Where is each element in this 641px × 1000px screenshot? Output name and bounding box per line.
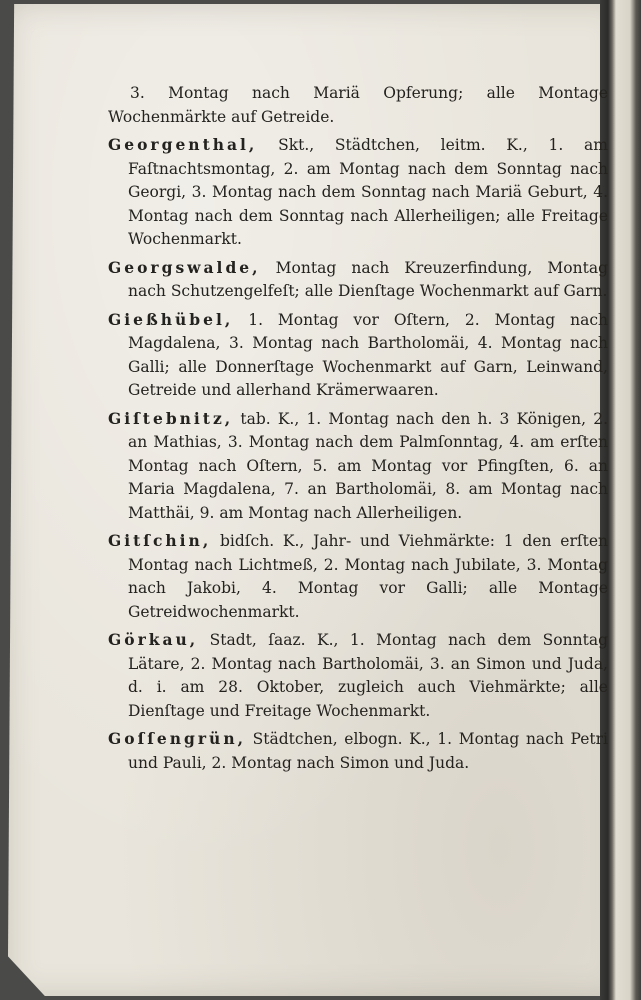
entry-text: tab. K., 1. Montag nach den h. 3 Königen, 2. an Mathias, 3. Montag nach dem Palmſonntag, 4. am erſten Montag nach Oſtern, 5. am Montag vor Pfingſten, 6. an Maria Magdalena, 7. an Bartholomäi, 8. am Montag nach Matthäi, 9. am Montag nach Allerheiligen. (128, 409, 608, 522)
listing-intro (108, 82, 608, 129)
listing-entry-gitschin (108, 529, 608, 624)
listing-entry-gistebnitz (108, 407, 608, 526)
entry-text: Skt., Städtchen, leitm. K., 1. am Faſtnachtsmontag, 2. am Montag nach dem Sonntag nach Georgi, 3. Montag nach dem Sonntag nach Mariä Geburt, 4. Montag nach dem Sonntag nach Allerheiligen; alle Freitage Wochenmarkt. (128, 136, 608, 248)
town-name: Georgenthal, (108, 135, 258, 154)
entry-text: bidſch. K., Jahr- und Viehmärkte: 1 den erſten Montag nach Lichtmeß, 2. Montag nach Jubilate, 3. Montag nach Jakobi, 4. Montag vor Galli; alle Montage Getreidwochenmarkt. (128, 532, 608, 621)
entry-body (108, 308, 608, 403)
entry-text: Montag nach Kreuzerfindung, Montag nach Schutzengelfeſt; alle Dienſtage Wochenmarkt auf Garn. (128, 258, 608, 300)
entry-text: Stadt, ſaaz. K., 1. Montag nach dem Sonntag Lätare, 2. Montag nach Bartholomäi, 3. an Simon und Juda, d. i. am 28. Oktober, zugleich auch Viehmärkte; alle Dienſtage und Freitage Wochenmarkt. (128, 631, 608, 720)
entry-body (108, 407, 608, 526)
entry-text: Städtchen, elbogn. K., 1. Montag nach Petri und Pauli, 2. Montag nach Simon und Juda. (128, 730, 608, 772)
intro-text: 3. Montag nach Mariä Opferung; alle Montage Wochenmärkte auf Getreide. (108, 84, 608, 126)
town-name: Gießhübel, (108, 309, 234, 329)
town-name: Goſſengrün, (108, 729, 246, 748)
entry-text: 1. Montag vor Oſtern, 2. Montag nach Magdalena, 3. Montag nach Bartholomäi, 4. Montag nach Galli; alle Donnerſtage Wochenmarkt auf Garn, Leinwand, Getreide und allerhand Krämerwaaren. (128, 310, 608, 399)
listing-entry-giesshuebel (108, 308, 608, 403)
listing-entry-georgenthal (108, 133, 608, 252)
town-name: Georgswalde, (108, 257, 261, 277)
entry-body (108, 628, 608, 723)
listing-entry-georgswalde (108, 256, 608, 304)
listing-entry-goerkau (108, 628, 608, 723)
entry-body (108, 133, 608, 252)
entry-body (108, 529, 608, 624)
entry-body (108, 727, 608, 775)
market-listing-text (108, 82, 608, 779)
town-name: Görkau, (108, 630, 199, 649)
entry-body (108, 256, 608, 304)
town-name: Giſtebnitz, (108, 408, 234, 428)
listing-entry-gossengruen (108, 727, 608, 775)
town-name: Gitſchin, (108, 531, 212, 550)
